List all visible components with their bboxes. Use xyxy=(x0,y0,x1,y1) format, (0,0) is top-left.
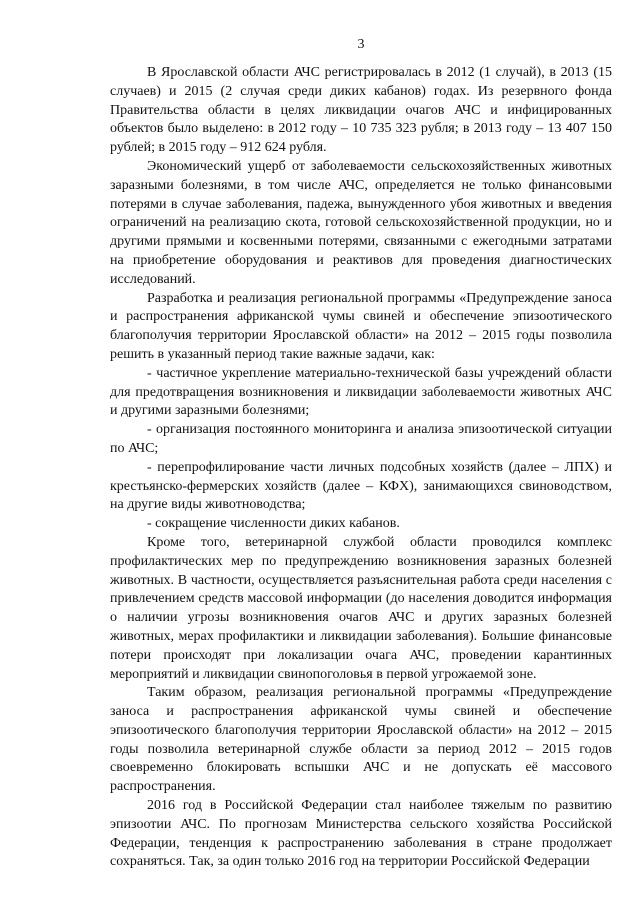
list-item-wild-boars: - сокращение численности диких кабанов. xyxy=(147,516,400,532)
paragraph-program: Разработка и реализация региональной программы «Предупреждение заноса и распространения африканской чумы свиней и обеспечение эпизоотического благополучия территории Ярославской области» на 2012 – 2015 годы позволила решить в указанный период такие важные задачи, как: xyxy=(110,290,612,362)
paragraph-prevention: Кроме того, ветеринарной службой области проводился комплекс профилактических мер по предупреждению возникновения заразных болезней животных. В частности, осуществляется разъяснительная работа среди населения с привлечением средств массовой информации (до населения доводится информация о наличии угрозы возникновения очагов АЧС и других заразных болезней животных, мерах профилактики и ликвидации заболевания). Большие финансовые потери происходят при локализации очага АЧС, проведении карантинных мероприятий и ликвидации свинопоголовья в первой угрожаемой зоне. xyxy=(110,534,612,682)
list-item-reprofiling: - перепрофилирование части личных подсобных хозяйств (далее – ЛПХ) и крестьянско-фермерских хозяйств (далее – КФХ), занимающихся свиноводством, на другие виды животноводства; xyxy=(110,459,612,513)
paragraph-economic-damage: Экономический ущерб от заболеваемости сельскохозяйственных животных заразными болезнями, в том числе АЧС, определяется не только финансовыми потерями в случае заболевания, падежа, вынужденного убоя животных и введения ограничений на реализацию скота, готовой сельскохозяйственной продукции, но и другими прямыми и косвенными потерями, связанными с ежегодными затратами на приобретение оборудования и реактивов для проведения диагностических исследований. xyxy=(110,158,612,287)
paragraph-outbreaks: В Ярославской области АЧС регистрировалась в 2012 (1 случай), в 2013 (15 случаев) и 2015 (2 случая среди диких кабанов) годах. Из резервного фонда Правительства области в целях ликвидации очагов АЧС и инфицированных объектов было выделено: в 2012 году – 10 735 323 рубля; в 2013 году – 13 407 150 рублей; в 2015 году – 912 624 рубля. xyxy=(110,65,612,156)
paragraph-2016: 2016 год в Российской Федерации стал наиболее тяжелым по развитию эпизоотии АЧС. По прогнозам Министерства сельского хозяйства Российской Федерации, тенденция к распространению заболевания в стране продолжает сохраняться. Так, за один только 2016 год на территории Российской Федерации xyxy=(110,798,612,870)
paragraph-conclusion: Таким образом, реализация региональной программы «Предупреждение заноса и распространения африканской чумы свиней и обеспечение эпизоотического благополучия территории Ярославской области» на 2012 – 2015 годы позволила ветеринарной службе области за период 2012 – 2015 годов своевременно блокировать вспышки АЧС и не допускать её массового распространения. xyxy=(110,685,612,795)
list-item-monitoring: - организация постоянного мониторинга и анализа эпизоотической ситуации по АЧС; xyxy=(110,422,612,456)
page-number: 3 xyxy=(357,37,365,52)
list-item-material-base: - частичное укрепление материально-технической базы учреждений области для предотвращения возникновения и ликвидации заболеваемости животных АЧС и другими заразными болезнями; xyxy=(110,365,612,419)
